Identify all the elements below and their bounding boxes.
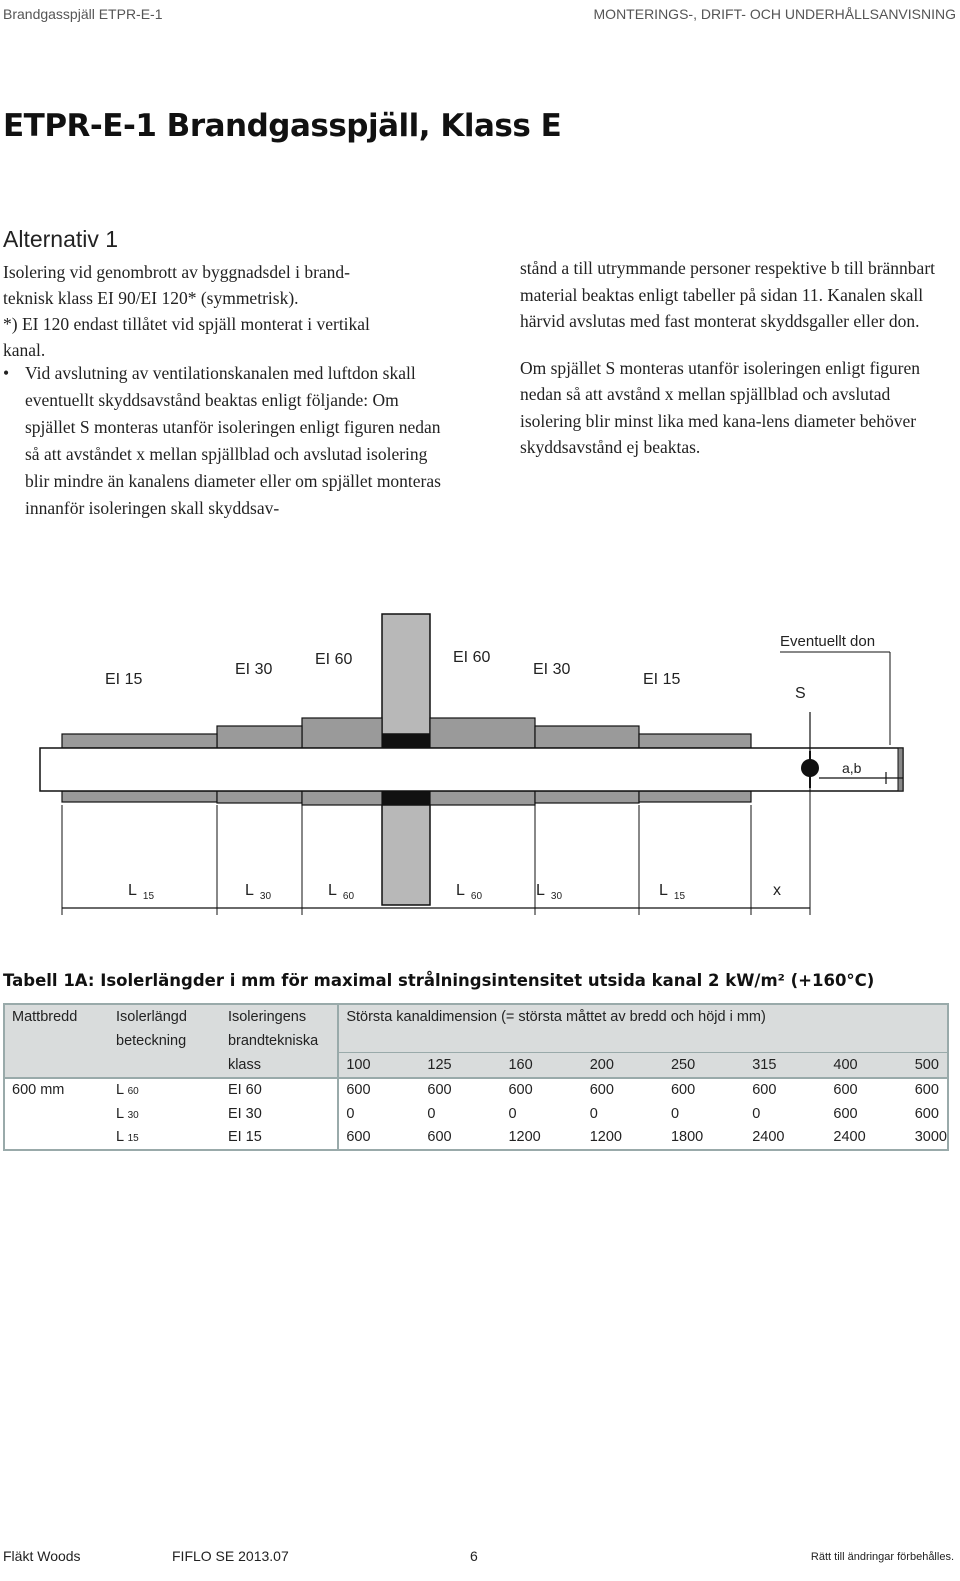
label-ab: a,b — [842, 760, 862, 776]
dim-header: 100 — [338, 1053, 420, 1078]
bullet-text: Vid avslutning av ventilationskanalen med luftdon skall eventuellt skyddsavstånd beaktas enligt följande: Om spjället S monteras utanför isoleringen enligt figuren nedan så att avståndet x mellan spjällblad och avslutad isolering blir mindre än kanalens diameter eller om spjället monteras innanför isoleringen skall skyddsav- — [25, 363, 441, 518]
label-l15: L $_{15}$ — [659, 882, 686, 902]
insulation-ei30-top — [535, 726, 639, 748]
label-ei30: EI 30 — [533, 661, 571, 678]
length-symbol: L — [116, 1129, 124, 1146]
dim-header: 125 — [420, 1053, 501, 1078]
dim-header: 160 — [501, 1053, 582, 1078]
length-symbol: L — [116, 1105, 124, 1122]
col-header-span: Största kanaldimension (= största måttet av bredd och höjd i mm) — [338, 1004, 948, 1029]
label-l30: L $_{30}$ — [536, 882, 563, 902]
label-ei15: EI 15 — [105, 671, 143, 688]
empty-cell — [4, 1053, 109, 1078]
cell-value: 1200 — [508, 1129, 541, 1146]
cell-value: 600 — [914, 1105, 939, 1122]
cell-value: 0 — [670, 1105, 680, 1122]
wall-upper — [382, 614, 430, 734]
cell-value: 600 — [908, 1078, 948, 1103]
col-header-brandtekniska: brandtekniska — [221, 1029, 338, 1053]
insulation-ei15-top — [639, 734, 751, 748]
col-header-isolerlangd: Isolerlängd — [109, 1004, 221, 1029]
table-header-row — [4, 1004, 948, 1029]
footer-brand: Fläkt Woods — [3, 1548, 81, 1564]
cell-value: 0 — [338, 1102, 420, 1126]
cell-value: 600 — [427, 1129, 452, 1146]
insulation-ei60-bottom — [430, 791, 535, 805]
empty-cell — [109, 1053, 221, 1078]
cell-value: 2400 — [752, 1129, 785, 1146]
insulation-ei30-bottom — [217, 791, 302, 803]
empty-cell — [4, 1029, 109, 1053]
label-ei15: EI 15 — [643, 671, 681, 688]
insulation-ei15-bottom — [639, 791, 751, 802]
col-header-klass: klass — [221, 1053, 338, 1078]
cell-value: 600 — [833, 1105, 858, 1122]
dim-header: 400 — [826, 1053, 907, 1078]
label-ei30: EI 30 — [235, 661, 273, 678]
label-eventuellt-don: Eventuellt don — [780, 633, 876, 650]
length-symbol: L — [116, 1082, 124, 1099]
cell-length — [109, 1102, 221, 1126]
intro-line: Isolering vid genombrott av byggnadsdel i brand- — [3, 262, 351, 282]
duct — [40, 748, 903, 791]
right-paragraph-2: Om spjället S monteras utanför isoleringen enligt figuren nedan så att avstånd x mellan spjällblad och avslutad isolering blir minst lika med kana-lens diameter behöver skyddsavstånd ej beaktas. — [520, 357, 920, 457]
col-header-beteckning: beteckning — [109, 1029, 221, 1053]
header-document-name: Brandgasspjäll ETPR-E-1 — [3, 6, 163, 22]
label-ei60: EI 60 — [453, 649, 491, 666]
right-column — [520, 255, 950, 481]
insulation-ei30-bottom — [535, 791, 639, 803]
installation-diagram — [0, 600, 960, 940]
label-s: S — [795, 685, 806, 702]
insulation-ei30-top — [217, 726, 302, 748]
wall-lower — [382, 805, 430, 905]
header-section-title: MONTERINGS-, DRIFT- OCH UNDERHÅLLSANVISNING — [593, 6, 956, 22]
col-header-isoleringens: Isoleringens — [221, 1004, 338, 1029]
cell-length — [109, 1126, 221, 1151]
length-subscript: 60 — [127, 1086, 139, 1098]
label-l15: L $_{15}$ — [128, 882, 155, 902]
table-row — [4, 1126, 948, 1151]
insulation-ei15-bottom — [62, 791, 217, 802]
insulation-length-table — [3, 1003, 949, 1151]
table-header-row — [4, 1029, 948, 1053]
insulation-ei60-bottom — [302, 791, 382, 805]
table-title: Tabell 1A: Isolerlängder i mm för maximal strålningsintensitet utsida kanal 2 kW/m² (+160°C) — [3, 971, 875, 990]
intro-line: teknisk klass EI 90/EI 120* (symmetrisk). — [3, 288, 299, 308]
cell-value: 2400 — [833, 1129, 866, 1146]
damper-blade — [801, 759, 819, 777]
dim-header: 500 — [908, 1053, 948, 1078]
table-row — [4, 1078, 948, 1103]
cell-value: 600 — [338, 1078, 420, 1103]
bullet-paragraph — [3, 360, 448, 522]
cell-value: 600 — [745, 1078, 826, 1103]
footer-document-code: FIFLO SE 2013.07 — [172, 1548, 289, 1564]
label-ei60: EI 60 — [315, 651, 353, 668]
table-row — [4, 1102, 948, 1126]
cell-value: 600 — [338, 1126, 420, 1151]
right-paragraph-1: stånd a till utrymmande personer respektive b till brännbart material beaktas enligt tabeller på sidan 11. Kanalen skall härvid avslutas med fast monterat skyddsgaller eller don. — [520, 258, 936, 331]
insulation-ei60-top — [302, 718, 382, 748]
cell-value: 600 — [501, 1078, 582, 1103]
label-l60: L $_{60}$ — [456, 882, 483, 902]
dim-header: 250 — [664, 1053, 745, 1078]
cell-value: 600 — [826, 1078, 907, 1103]
wall-seal-bottom — [382, 791, 430, 805]
page-title: ETPR-E-1 Brandgasspjäll, Klass E — [3, 108, 562, 144]
cell-value: 600 — [664, 1078, 745, 1103]
alternative-heading: Alternativ 1 — [3, 226, 119, 252]
dim-header: 315 — [745, 1053, 826, 1078]
cell-class: EI 30 — [227, 1105, 262, 1122]
cell-value: 3000 — [914, 1129, 947, 1146]
cell-width — [4, 1126, 109, 1151]
cell-class: EI 60 — [221, 1078, 338, 1103]
col-header-mattbredd: Mattbredd — [4, 1004, 109, 1029]
length-subscript: 15 — [127, 1133, 139, 1145]
cell-value: 0 — [508, 1105, 517, 1122]
label-l30: L $_{30}$ — [245, 882, 272, 902]
cell-width — [4, 1102, 109, 1126]
duct-end-cap — [898, 748, 903, 791]
cell-value: 1800 — [670, 1129, 704, 1146]
intro-line: kanal. — [3, 340, 46, 360]
bullet-marker: • — [3, 363, 10, 383]
empty-cell — [338, 1029, 948, 1053]
insulation-ei60-top — [430, 718, 535, 748]
cell-width: 600 mm — [4, 1078, 109, 1103]
footer-rights: Rätt till ändringar förbehålles. — [810, 1551, 954, 1563]
table-header-row — [4, 1053, 948, 1078]
length-subscript: 30 — [127, 1109, 139, 1121]
intro-line: *) EI 120 endast tillåtet vid spjäll monterat i vertikal — [3, 314, 370, 334]
footer-page-number: 6 — [470, 1548, 478, 1564]
cell-value: 600 — [583, 1078, 664, 1103]
cell-value: 0 — [589, 1105, 598, 1122]
cell-length — [109, 1078, 221, 1103]
cell-class: EI 15 — [227, 1129, 262, 1146]
cell-value: 0 — [752, 1105, 761, 1122]
dim-header: 200 — [583, 1053, 664, 1078]
wall-seal-top — [382, 734, 430, 748]
label-x: x — [773, 882, 781, 899]
label-l60: L $_{60}$ — [328, 882, 355, 902]
cell-value: 0 — [427, 1105, 436, 1122]
cell-value: 600 — [420, 1078, 501, 1103]
insulation-ei15-top — [62, 734, 217, 748]
alternative-description — [3, 259, 458, 363]
cell-value: 1200 — [589, 1129, 622, 1146]
